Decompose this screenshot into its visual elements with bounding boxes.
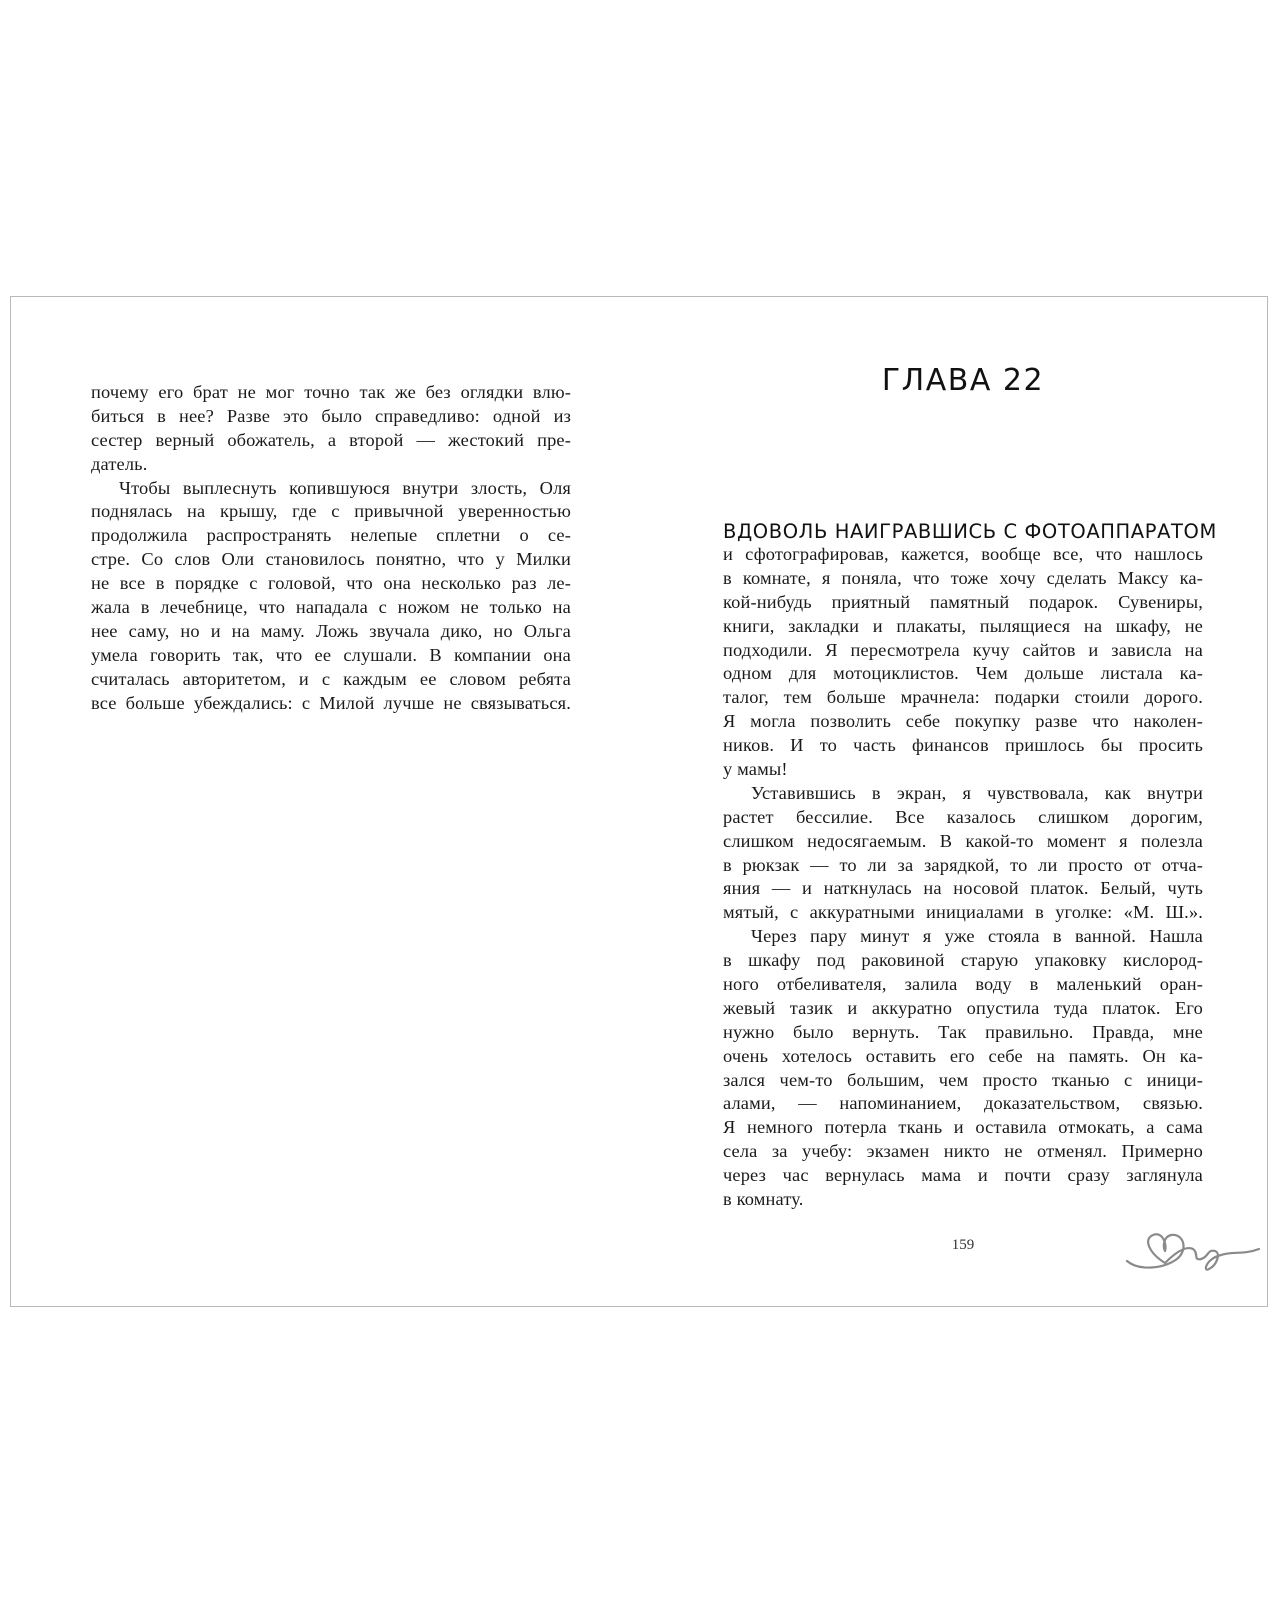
text-line: талог, тем больше мрачнела: подарки стоили дорого. [723, 687, 1203, 708]
text-line: книги, закладки и плакаты, пылящиеся на шкафу, не [723, 615, 1203, 636]
book-spread [10, 296, 1268, 1307]
text-line: умела говорить так, что ее слушали. В компании она [91, 644, 571, 665]
text-line: датель. [91, 453, 148, 474]
text-line: зался чем-то большим, чем просто тканью с иници- [723, 1069, 1203, 1090]
text-line: ного отбеливателя, залила воду в маленький оран- [723, 974, 1203, 995]
text-line: и сфотографировав, кажется, вообще все, что нашлось [723, 544, 1203, 564]
text-line: в рюкзак — то ли за зарядкой, то ли просто от отча- [723, 854, 1203, 875]
right-page-paragraphs [723, 543, 1203, 1212]
chapter-lead-caps: ВДОВОЛЬ НАИГРАВШИСЬ С ФОТОАППАРАТОМ [723, 520, 1217, 543]
page-number: 159 [951, 1237, 975, 1253]
text-line: все больше убеждались: с Милой лучше не связываться. [91, 692, 571, 713]
text-line: села за учебу: экзамен никто не отменял. Примерно [723, 1141, 1203, 1162]
text-line: продолжила распространять нелепые сплетни о се- [91, 525, 571, 546]
text-line: ников. И то часть финансов пришлось бы просить [723, 735, 1203, 756]
text-line: стре. Со слов Оли становилось понятно, что у Милки [91, 549, 571, 570]
text-line: жевый тазик и аккуратно опустила туда платок. Его [723, 997, 1203, 1018]
text-line: через час вернулась мама и почти сразу заглянула [723, 1165, 1203, 1186]
text-line: у мамы! [723, 759, 788, 780]
text-line: кой-нибудь приятный памятный подарок. Сувениры, [723, 591, 1203, 612]
text-line: яния — и наткнулась на носовой платок. Белый, чуть [723, 878, 1203, 899]
text-line: в шкафу под раковиной старую упаковку кислород- [723, 950, 1203, 971]
text-line: Уставившись в экран, я чувствовала, как внутри [751, 782, 1203, 803]
text-line: алами, — напоминанием, доказательством, связью. [723, 1093, 1203, 1114]
text-line: подходили. Я пересмотрела кучу сайтов и зависла на [723, 639, 1203, 660]
text-line: Чтобы выплеснуть копившуюся внутри злость, Оля [119, 477, 571, 498]
text-line: в комнату. [723, 1189, 804, 1210]
left-page-text [91, 381, 571, 715]
text-line: нее саму, но и на маму. Ложь звучала дико, но Ольга [91, 620, 571, 641]
right-page-text [723, 519, 1217, 1212]
right-page [723, 297, 1217, 1306]
text-line: считалась авторитетом, и с каждым ее словом ребята [91, 668, 571, 689]
text-line: в комнате, я поняла, что тоже хочу сделать Максу ка- [723, 567, 1203, 588]
text-line: поднялась на крышу, где с привычной уверенностью [91, 501, 571, 522]
text-line: Я немного потерла ткань и оставила отмокать, а сама [723, 1117, 1203, 1138]
text-line: одном для мотоциклистов. Чем дольше листала ка- [723, 663, 1203, 684]
text-line: сестер верный обожатель, а второй — жестокий пре- [91, 429, 571, 450]
text-line: почему его брат не мог точно так же без оглядки влю- [91, 382, 571, 402]
left-page [91, 381, 571, 715]
text-line: слишком недосягаемым. В какой-то момент я полезла [723, 830, 1203, 851]
heart-flourish-icon [1123, 1215, 1263, 1275]
text-line: Я могла позволить себе покупку разве что наколен- [723, 711, 1203, 732]
text-line: не все в порядке с головой, что она несколько раз ле- [91, 573, 571, 594]
text-line: мятый, с аккуратными инициалами в уголке: «М. Ш.». [723, 902, 1203, 923]
text-line: нужно было вернуть. Так правильно. Правда, мне [723, 1021, 1203, 1042]
text-line: биться в нее? Разве это было справедливо: одной из [91, 405, 571, 426]
text-line: растет бессилие. Все казалось слишком дорогим, [723, 806, 1203, 827]
chapter-title: ГЛАВА 22 [881, 363, 1045, 398]
text-line: очень хотелось оставить его себе на память. Он ка- [723, 1045, 1203, 1066]
text-line: Через пару минут я уже стояла в ванной. Нашла [751, 926, 1203, 947]
text-line: жала в лечебнице, что нападала с ножом не только на [91, 597, 571, 618]
